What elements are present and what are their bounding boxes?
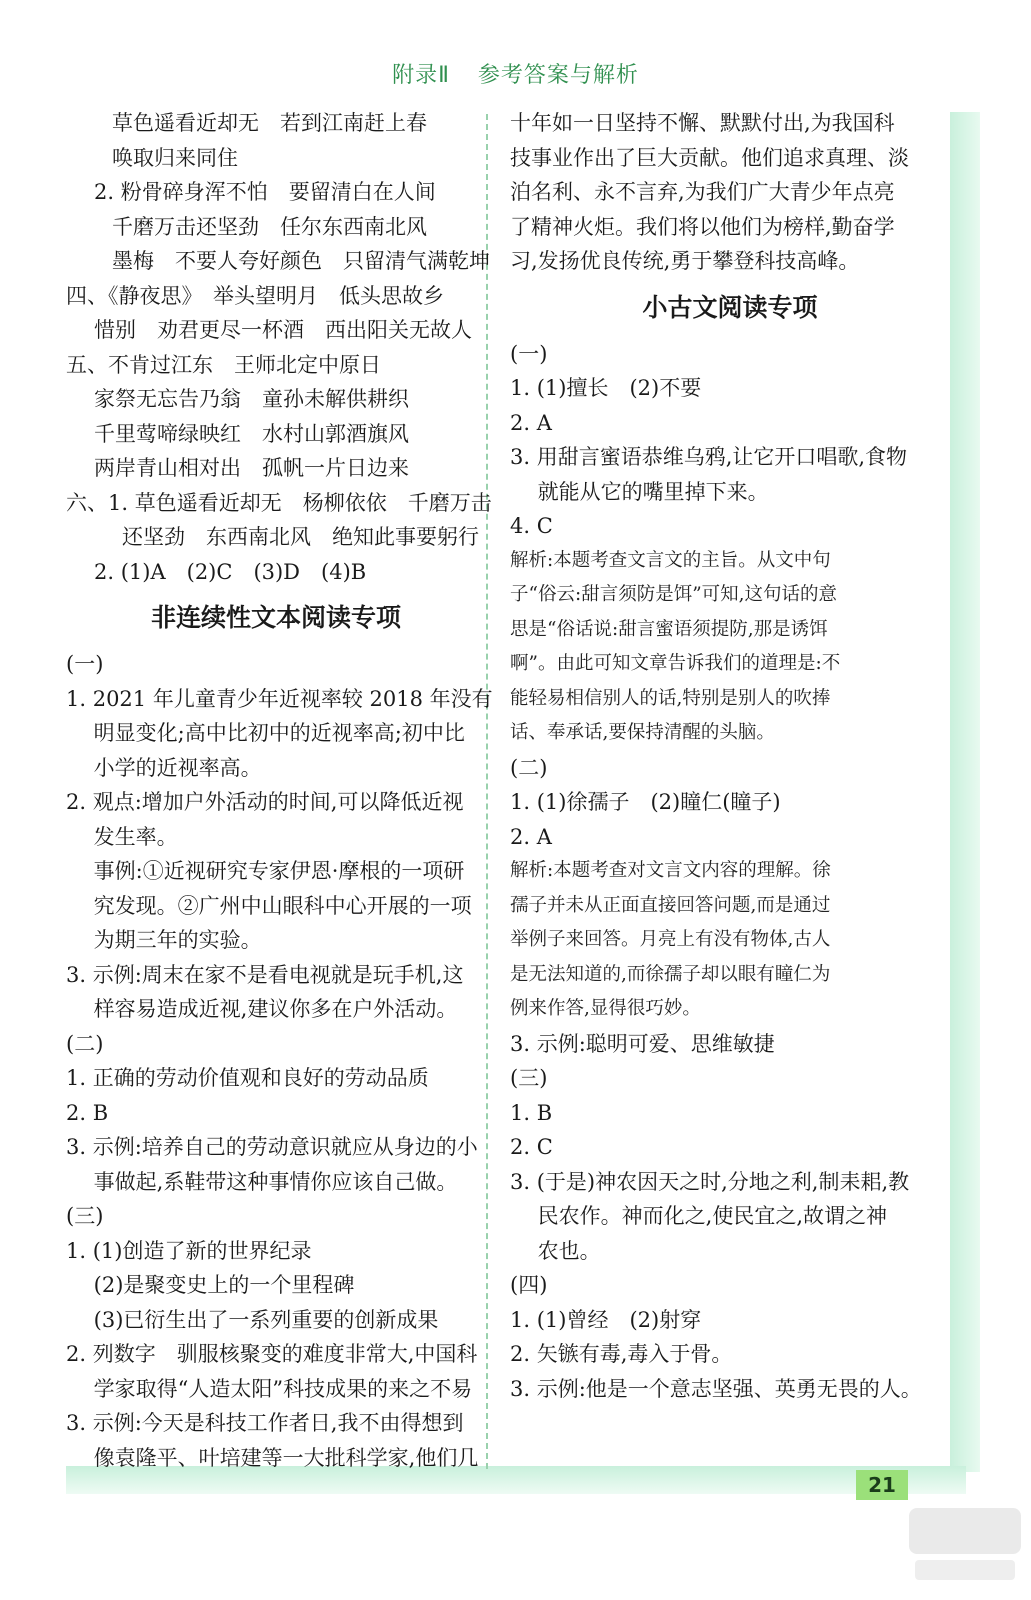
page-header <box>0 58 1031 89</box>
answer-line: 2. C <box>510 1135 553 1159</box>
answer-line: 了精神火炬。我们将以他们为榜样,勤奋学 <box>510 214 895 239</box>
section-title: 非连续性文本阅读专项 <box>150 603 401 632</box>
answer-line: 唤取归来同住 <box>112 145 238 170</box>
right-column <box>510 106 950 1406</box>
answer-line: (二) <box>66 1031 104 1056</box>
header-appendix: 附录Ⅱ <box>392 63 450 88</box>
answer-line: 千里莺啼绿映红 水村山郭酒旗风 <box>94 421 409 446</box>
answer-line: 3. 示例:今天是科技工作者日,我不由得想到 <box>66 1411 464 1435</box>
analysis-line: 孺子并未从正面直接回答问题,而是通过 <box>510 894 831 916</box>
answer-line: 2. A <box>510 824 552 849</box>
answer-line: 2. 观点:增加户外活动的时间,可以降低近视 <box>66 790 464 814</box>
answer-line: 样容易造成近视,建议你多在户外活动。 <box>66 997 458 1021</box>
answer-line: 1. 2021 年儿童青少年近视率较 2018 年没有 <box>66 686 493 711</box>
answer-line: 究发现。②广州中山眼科中心开展的一项 <box>66 893 472 918</box>
answer-line: 就能从它的嘴里掉下来。 <box>510 479 769 504</box>
analysis-line: 解析:本题考查对文言文内容的理解。徐 <box>510 860 831 881</box>
answer-line: 草色遥看近却无 若到江南赶上春 <box>112 111 427 135</box>
answer-line: 1. B <box>510 1100 553 1125</box>
answer-line: 泊名利、永不言弃,为我们广大青少年点亮 <box>510 180 895 204</box>
answer-line: 家祭无忘告乃翁 童孙未解供耕织 <box>94 387 409 411</box>
answer-line: 3. 示例:聪明可爱、思维敏捷 <box>510 1031 775 1056</box>
answer-line: 十年如一日坚持不懈、默默付出,为我国科 <box>510 111 895 135</box>
header-title: 参考答案与解析 <box>477 63 639 88</box>
answer-line: 明显变化;高中比初中的近视率高;初中比 <box>66 721 465 745</box>
answer-line: 墨梅 不要人夸好颜色 只留清气满乾坤 <box>112 249 490 273</box>
answer-line: 3. 用甜言蜜语恭维乌鸦,让它开口唱歌,食物 <box>510 445 908 469</box>
answer-line: (2)是聚变史上的一个里程碑 <box>66 1273 355 1297</box>
answer-line: 还坚劲 东西南北风 绝知此事要躬行 <box>122 525 479 549</box>
answer-line: 1. 正确的劳动价值观和良好的劳动品质 <box>66 1066 429 1090</box>
answer-line: 2. 列数字 驯服核聚变的难度非常大,中国科 <box>66 1342 478 1366</box>
answer-line: (一) <box>510 341 548 366</box>
analysis-line: 解析:本题考查文言文的主旨。从文中句 <box>510 549 831 571</box>
answer-line: 发生率。 <box>66 824 178 849</box>
analysis-line: 例来作答,显得很巧妙。 <box>510 998 701 1019</box>
answer-line: 1. (1)徐孺子 (2)瞳仁(瞳子) <box>510 790 781 814</box>
answer-line: 3. (于是)神农因天之时,分地之利,制耒耜,教 <box>510 1169 910 1194</box>
watermark-logo-icon <box>905 1500 1025 1590</box>
answer-line: 3. 示例:他是一个意志坚强、英勇无畏的人。 <box>510 1376 922 1401</box>
answer-line: (三) <box>66 1204 104 1228</box>
left-column <box>66 106 493 1475</box>
answer-line: 惜别 劝君更尽一杯酒 西出阳关无故人 <box>94 318 472 342</box>
analysis-line: 能轻易相信别人的话,特别是别人的吹捧 <box>510 687 831 709</box>
answer-line: 两岸青山相对出 孤帆一片日边来 <box>94 456 409 480</box>
answer-line: 小学的近视率高。 <box>66 755 262 780</box>
answer-line: 1. (1)擅长 (2)不要 <box>510 376 702 400</box>
page-number: 21 <box>856 1470 908 1500</box>
answer-line: 为期三年的实验。 <box>66 928 262 952</box>
answer-line: 习,发扬优良传统,勇于攀登科技高峰。 <box>510 249 860 273</box>
answer-line: 1. (1)创造了新的世界纪录 <box>66 1238 312 1263</box>
answer-line: 技事业作出了巨大贡献。他们追求真理、淡 <box>510 145 909 170</box>
answer-line: 2. (1)A (2)C (3)D (4)B <box>94 559 367 584</box>
analysis-line: 话、奉承话,要保持清醒的头脑。 <box>510 722 775 743</box>
answer-line: 五、不肯过江东 王师北定中原日 <box>66 352 381 377</box>
answer-line: 四、《静夜思》 举头望明月 低头思故乡 <box>66 283 444 308</box>
answer-line: 千磨万击还坚劲 任尔东西南北风 <box>112 214 427 239</box>
answer-line: 事例:①近视研究专家伊恩·摩根的一项研 <box>66 859 465 883</box>
answer-line: (一) <box>66 652 104 676</box>
analysis-line: 思是“俗话说:甜言蜜语须提防,那是诱饵 <box>510 618 828 640</box>
answer-line: 2. B <box>66 1100 109 1125</box>
analysis-line: 子“俗云:甜言须防是饵”可知,这句话的意 <box>510 584 838 605</box>
answer-line: 2. 矢镞有毒,毒入于骨。 <box>510 1342 733 1366</box>
answer-line: 农也。 <box>510 1238 601 1263</box>
answer-line: 学家取得“人造太阳”科技成果的来之不易 <box>66 1376 473 1401</box>
column-divider <box>486 114 488 1469</box>
answer-line: 2. 粉骨碎身浑不怕 要留清白在人间 <box>94 180 436 204</box>
answer-line: 1. (1)曾经 (2)射穿 <box>510 1307 702 1332</box>
section-title: 小古文阅读专项 <box>642 292 818 322</box>
answer-line: (四) <box>510 1273 548 1297</box>
answer-line: (三) <box>510 1066 548 1090</box>
answer-line: 六、1. 草色遥看近却无 杨柳依依 千磨万击 <box>66 490 492 515</box>
decorative-side-strip <box>950 112 980 1472</box>
analysis-line: 啊”。由此可知文章告诉我们的道理是:不 <box>510 653 841 674</box>
answer-line: (3)已衍生出了一系列重要的创新成果 <box>66 1307 439 1332</box>
answer-line: 民农作。神而化之,使民宜之,故谓之神 <box>510 1204 888 1228</box>
answer-line: 3. 示例:周末在家不是看电视就是玩手机,这 <box>66 962 464 987</box>
answer-line: 像袁隆平、叶培建等一大批科学家,他们几 <box>66 1445 479 1470</box>
answer-line: 3. 示例:培养自己的劳动意识就应从身边的小 <box>66 1135 478 1159</box>
answer-line: 事做起,系鞋带这种事情你应该自己做。 <box>66 1169 458 1194</box>
answer-line: 2. A <box>510 410 552 435</box>
analysis-line: 是无法知道的,而徐孺子却以眼有瞳仁为 <box>510 963 831 985</box>
answer-line: (二) <box>510 755 548 780</box>
analysis-line: 举例子来回答。月亮上有没有物体,古人 <box>510 929 831 950</box>
answer-line: 4. C <box>510 514 553 538</box>
